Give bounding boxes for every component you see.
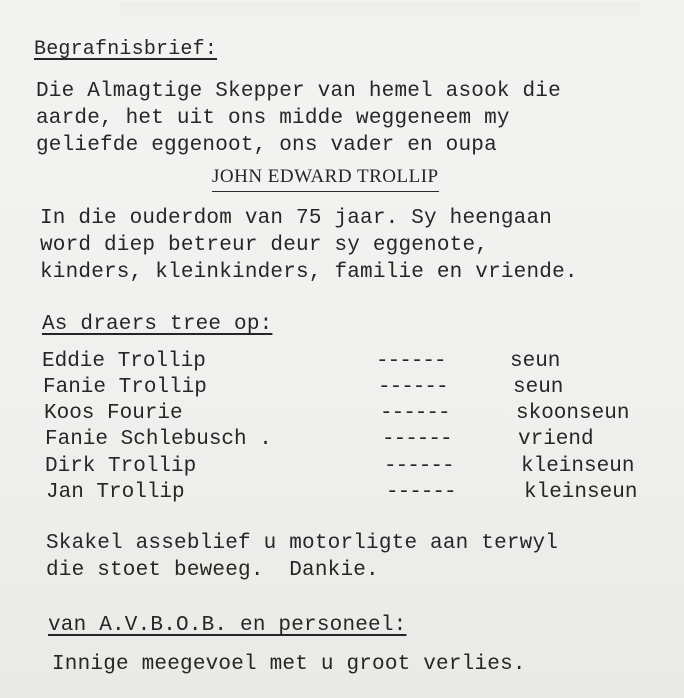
- intro-line-1: Die Almagtige Skepper van hemel asook die: [36, 80, 561, 103]
- from-heading: van A.V.B.O.B. en personeel:: [48, 614, 407, 637]
- bearer-name: Dirk Trollip: [45, 455, 197, 478]
- bearer-dash: ------: [382, 428, 452, 451]
- request-line-1: Skakel asseblief u motorligte aan terwyl: [46, 532, 559, 555]
- bearer-name: Jan Trollip: [46, 481, 185, 504]
- bearer-relation: skoonseun: [516, 402, 630, 425]
- bearer-relation: kleinseun: [524, 481, 638, 504]
- bearer-relation: seun: [513, 376, 564, 399]
- bearer-relation: kleinseun: [521, 455, 635, 478]
- intro-paragraph: [36, 78, 561, 159]
- condolence-line: Innige meegevoel met u groot verlies.: [52, 653, 526, 676]
- bearer-row: [43, 376, 643, 402]
- request-line-2: die stoet beweeg. Dankie.: [46, 559, 379, 582]
- bearers-heading: As draers tree op:: [42, 313, 273, 336]
- deceased-name: JOHN EDWARD TROLLIP: [212, 166, 439, 192]
- age-line-1: In die ouderdom van 75 jaar. Sy heengaan: [40, 207, 553, 230]
- bearer-relation: seun: [510, 350, 561, 373]
- bearer-relation: vriend: [518, 428, 594, 451]
- bearer-row: [44, 402, 644, 428]
- bearer-dash: ------: [380, 402, 450, 425]
- bearer-row: [45, 428, 645, 454]
- show-through-texture: [120, 2, 640, 16]
- bearer-dash: ------: [384, 455, 454, 478]
- intro-line-2: aarde, het uit ons midde weggeneem my: [36, 107, 510, 130]
- bearer-dash: ------: [378, 376, 448, 399]
- bearer-dash: ------: [386, 481, 456, 504]
- bearer-name: Fanie Schlebusch .: [45, 428, 272, 451]
- bearer-row: [42, 350, 642, 376]
- bearer-name: Fanie Trollip: [43, 376, 207, 399]
- bearer-dash: ------: [376, 350, 446, 373]
- bearer-row: [45, 455, 655, 481]
- bearer-row: [46, 481, 661, 507]
- age-line-2: word diep betreur deur sy eggenote,: [40, 234, 489, 257]
- bearer-name: Eddie Trollip: [42, 350, 206, 373]
- bearer-name: Koos Fourie: [44, 402, 183, 425]
- request-paragraph: [46, 530, 558, 584]
- letter-title: Begrafnisbrief:: [34, 38, 218, 61]
- intro-line-3: geliefde eggenoot, ons vader en oupa: [36, 134, 497, 157]
- age-paragraph: [40, 205, 578, 286]
- age-line-3: kinders, kleinkinders, familie en vriende.: [40, 261, 578, 284]
